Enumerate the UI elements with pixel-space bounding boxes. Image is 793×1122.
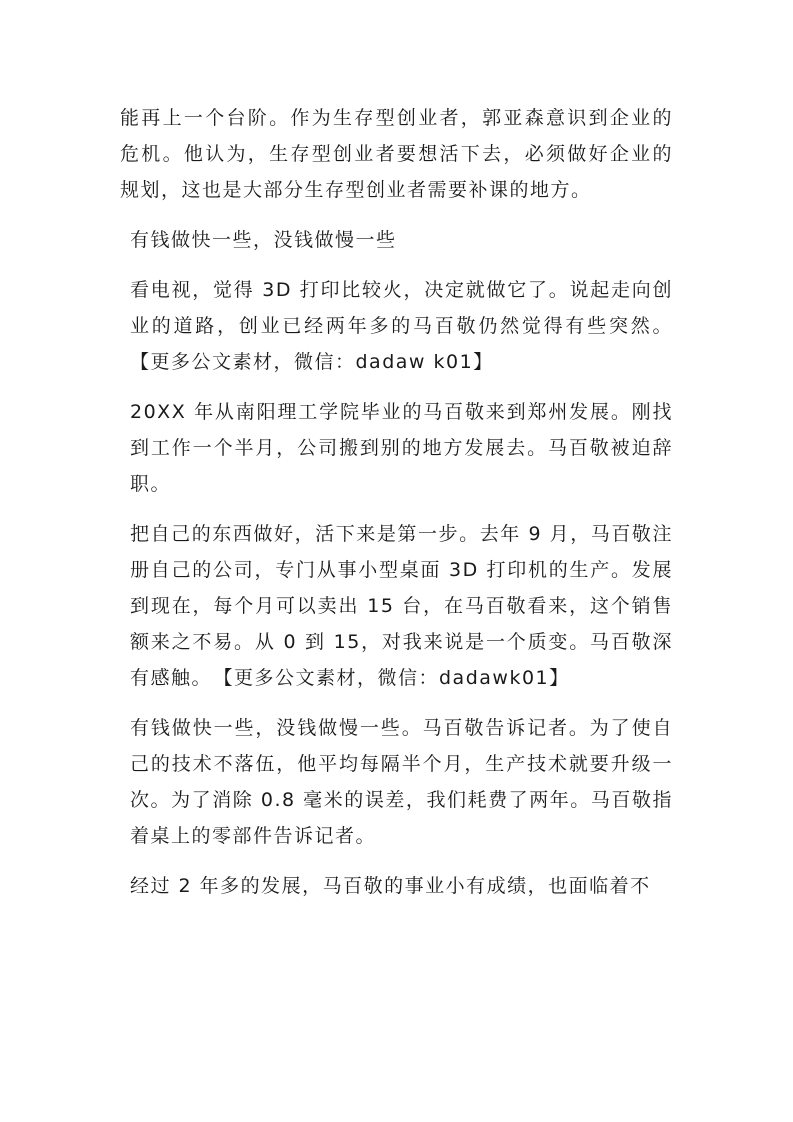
paragraph-company: 把自己的东西做好，活下来是第一步。去年 9 月，马百敬注册自己的公司，专门从事小型桌面 3D 打印机的生产。发展到现在，每个月可以卖出 15 台，在马百敬看来，这个销售额来之不易。从 0 到 15，对我来说是一个质变。马百敬深有感触。 【更多公文素材，微信：dadawk01】 [130,523,673,689]
paragraph-continuation: 能再上一个台阶。作为生存型创业者，郭亚森意识到企业的危机。他认为，生存型创业者要想活下去，必须做好企业的规划，这也是大部分生存型创业者需要补课的地方。 [120,107,673,201]
paragraph-heading: 有钱做快一些，没钱做慢一些 [130,229,397,251]
paragraph-development: 经过 2 年多的发展，马百敬的事业小有成绩，也面临着不 [130,875,651,897]
paragraph-graduation: 20XX 年从南阳理工学院毕业的马百敬来到郑州发展。刚找到工作一个半月，公司搬到别的地方发展去。马百敬被迫辞职。 [130,401,673,495]
paragraph-technology: 有钱做快一些，没钱做慢一些。马百敬告诉记者。为了使自己的技术不落伍，他平均每隔半个月，生产技术就要升级一次。为了消除 0.8 毫米的误差，我们耗费了两年。马百敬指着桌上的零部件告诉记者。 [130,717,673,847]
paragraph-3d-printing: 看电视，觉得 3D 打印比较火，决定就做它了。说起走向创业的道路，创业已经两年多的马百敬仍然觉得有些突然。【更多公文素材，微信：dadaw k01】 [130,279,673,373]
